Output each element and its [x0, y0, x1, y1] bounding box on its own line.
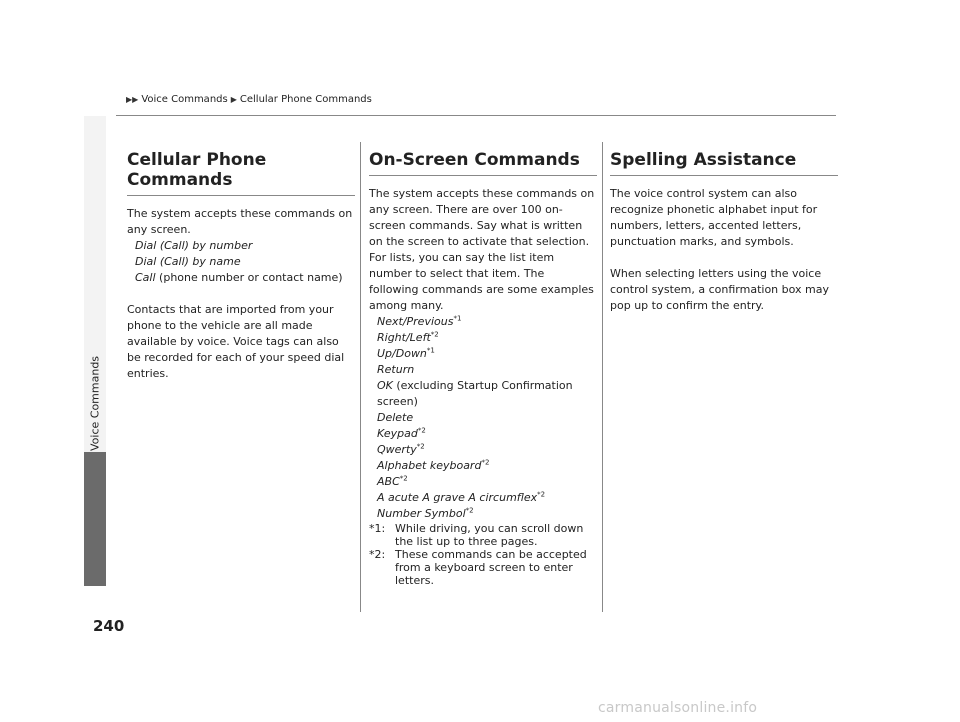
- section-intro: The system accepts these commands on any screen. There are over 100 on-screen commands. Say what is written on the screen to activate that selection. For lists, you can say the list item number to select that item. The following commands are some examples among many.: [369, 187, 595, 312]
- side-tab-marker: [84, 452, 106, 586]
- footnote: [369, 522, 597, 548]
- command-item: [369, 458, 597, 474]
- command-name: Dial (Call) by name: [135, 255, 241, 268]
- command-item: [127, 238, 355, 254]
- command-note: (phone number or contact name): [155, 271, 343, 284]
- command-name: Alphabet keyboard: [377, 459, 482, 472]
- command-item: [369, 378, 597, 410]
- command-name: Dial (Call) by number: [135, 239, 253, 252]
- command-name: Return: [377, 363, 415, 376]
- breadcrumb: [126, 94, 372, 105]
- footnote-ref: *2: [416, 442, 425, 451]
- footnote-mark: *1:: [369, 522, 386, 535]
- command-item: [369, 474, 597, 490]
- command-name: Next/Previous: [377, 315, 454, 328]
- command-name: OK: [377, 379, 393, 392]
- section-title: On-Screen Commands: [369, 150, 597, 176]
- command-name: ABC: [377, 475, 400, 488]
- command-item: [369, 410, 597, 426]
- footnote-text: These commands can be accepted from a keyboard screen to enter letters.: [395, 548, 587, 587]
- breadcrumb-page: Cellular Phone Commands: [239, 94, 372, 105]
- command-name: Call: [135, 271, 156, 284]
- footnote-ref: *2: [537, 490, 546, 499]
- footnote-ref: *2: [399, 474, 408, 483]
- command-item: [369, 362, 597, 378]
- command-name: Number Symbol: [377, 507, 466, 520]
- command-item: [369, 346, 597, 362]
- footnote-ref: *2: [481, 458, 490, 467]
- command-item: [369, 506, 597, 522]
- command-note: (excluding Startup Confirmation screen): [377, 379, 573, 408]
- footnote-ref: *1: [426, 346, 435, 355]
- breadcrumb-arrow-icon: ▶▶: [126, 95, 139, 104]
- section-cellular-phone-commands: [127, 150, 355, 382]
- command-item: [127, 270, 355, 286]
- section-paragraph: When selecting letters using the voice control system, a confirmation box may pop up to confirm the entry.: [610, 267, 830, 312]
- watermark: carmanualsonline.info: [598, 700, 758, 716]
- footnote-mark: *2:: [369, 548, 386, 561]
- breadcrumb-arrow-icon: ▶: [230, 95, 237, 104]
- footnote-ref: *2: [465, 506, 474, 515]
- section-title: Cellular Phone Commands: [127, 150, 355, 196]
- header-rule: [116, 115, 836, 116]
- footnote-text: While driving, you can scroll down the list up to three pages.: [395, 522, 584, 548]
- column-divider: [602, 142, 603, 612]
- section-body: Contacts that are imported from your phone to the vehicle are all made available by voice. Voice tags can also be recorded for each of your speed dial entries.: [127, 303, 345, 380]
- footnote-ref: *2: [430, 330, 439, 339]
- footnote: [369, 548, 597, 587]
- column-divider: [360, 142, 361, 612]
- section-on-screen-commands: [369, 150, 597, 587]
- section-intro: The system accepts these commands on any screen.: [127, 207, 353, 236]
- command-name: Keypad: [377, 427, 418, 440]
- side-tab-label[interactable]: Voice Commands: [88, 355, 102, 451]
- footnote-ref: *1: [453, 314, 462, 323]
- command-item: [369, 330, 597, 346]
- command-name: Right/Left: [377, 331, 431, 344]
- command-item: [369, 490, 597, 506]
- section-spelling-assistance: [610, 150, 838, 314]
- command-item: [127, 254, 355, 270]
- command-item: [369, 426, 597, 442]
- footnote-ref: *2: [417, 426, 426, 435]
- command-name: Qwerty: [377, 443, 417, 456]
- command-item: [369, 442, 597, 458]
- section-paragraph: The voice control system can also recognize phonetic alphabet input for numbers, letters, accented letters, punctuation marks, and symbols.: [610, 187, 818, 248]
- breadcrumb-section[interactable]: Voice Commands: [141, 94, 228, 105]
- command-name: A acute A grave A circumflex: [377, 491, 538, 504]
- command-name: Up/Down: [377, 347, 427, 360]
- command-name: Delete: [377, 411, 414, 424]
- section-title: Spelling Assistance: [610, 150, 838, 176]
- page-number: 240: [93, 617, 125, 635]
- command-item: [369, 314, 597, 330]
